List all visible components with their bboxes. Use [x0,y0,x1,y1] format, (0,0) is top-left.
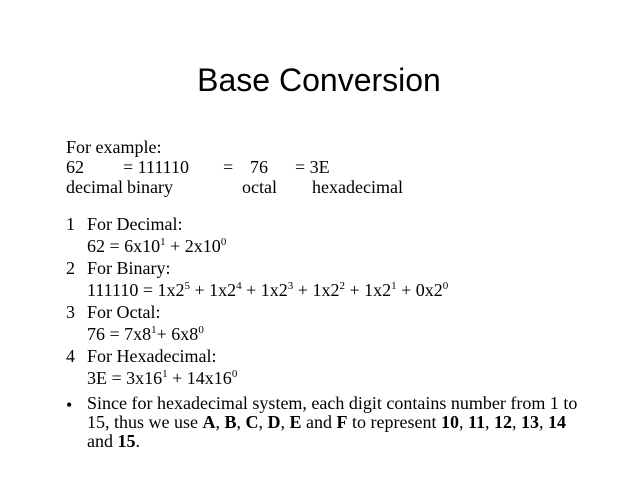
conversion-equation [87,367,237,389]
example-value-hex: = 3E [295,157,330,177]
slide-title: Base Conversion [197,62,441,98]
example-label-hex: hexadecimal [312,177,403,197]
equation-term: + $0x2^0$ [396,280,449,300]
note-bold-number: 14 [548,412,567,432]
example-value-octal: 76 [250,157,268,177]
conversion-heading: For Binary: [87,258,171,278]
note-text: , [485,412,495,432]
note-bold-number: 10 [441,412,459,432]
equation-term: $76 = 7x8^1$ [87,324,157,344]
note-text: , [280,412,290,432]
equation-term: + $1x2^4$ [189,280,242,300]
note-bold-letter: B [224,412,237,432]
note-text: , [459,412,468,432]
example-intro: For example: [66,137,162,157]
example-equals: = [223,157,234,177]
conversion-heading: For Decimal: [87,214,183,234]
equation-term: $111110 = 1x2^5$ [87,280,190,300]
conversion-equation [87,323,204,345]
conversion-heading: For Hexadecimal: [87,346,217,366]
equation-term: + $1x2^2$ [293,280,345,300]
note-bold-number: 15 [117,431,136,451]
equation-term: + $1x2^3$ [241,280,294,300]
note-bold-number: 11 [468,412,486,432]
equation-term: + $14x16^0$ [167,368,238,388]
note-text: . [135,431,140,451]
hex-note [87,394,587,451]
example-label-decimal: decimal [66,177,123,197]
note-text: , [215,412,225,432]
conversion-number: 1 [66,214,75,234]
bullet-marker: • [66,395,73,415]
note-bold-number: 13 [521,412,540,432]
example-value-decimal: 62 [66,157,84,177]
conversion-equation [87,279,448,301]
note-bold-letter: A [202,412,216,432]
equation-term: + $1x2^1$ [344,280,397,300]
note-bold-letter: E [289,412,302,432]
note-text: to represent [347,412,441,432]
note-text: and [301,412,337,432]
example-label-octal: octal [242,177,277,197]
conversion-heading: For Octal: [87,302,161,322]
example-value-binary: = 111110 [123,157,189,177]
note-bold-letter: F [336,412,348,432]
conversion-equation [87,235,226,257]
equation-term: $3E = 3x16^1$ [87,368,168,388]
note-bold-letter: D [267,412,281,432]
conversion-number: 2 [66,258,75,278]
note-bold-letter: C [245,412,259,432]
note-text: , [236,412,246,432]
equation-term: + $6x8^0$ [156,324,204,344]
conversion-number: 3 [66,302,75,322]
equation-term: $62 = 6x10^1$ [87,236,166,256]
conversion-number: 4 [66,346,75,366]
note-text: , [512,412,522,432]
note-text: , [539,412,549,432]
note-text: , [258,412,268,432]
note-text: and [87,431,118,451]
note-bold-number: 12 [494,412,513,432]
note-text: Since for hexadecimal system, each digit contains number from 1 to 15, thus we use [87,393,578,432]
equation-term: + $2x10^0$ [165,236,227,256]
example-label-binary: binary [127,177,173,197]
